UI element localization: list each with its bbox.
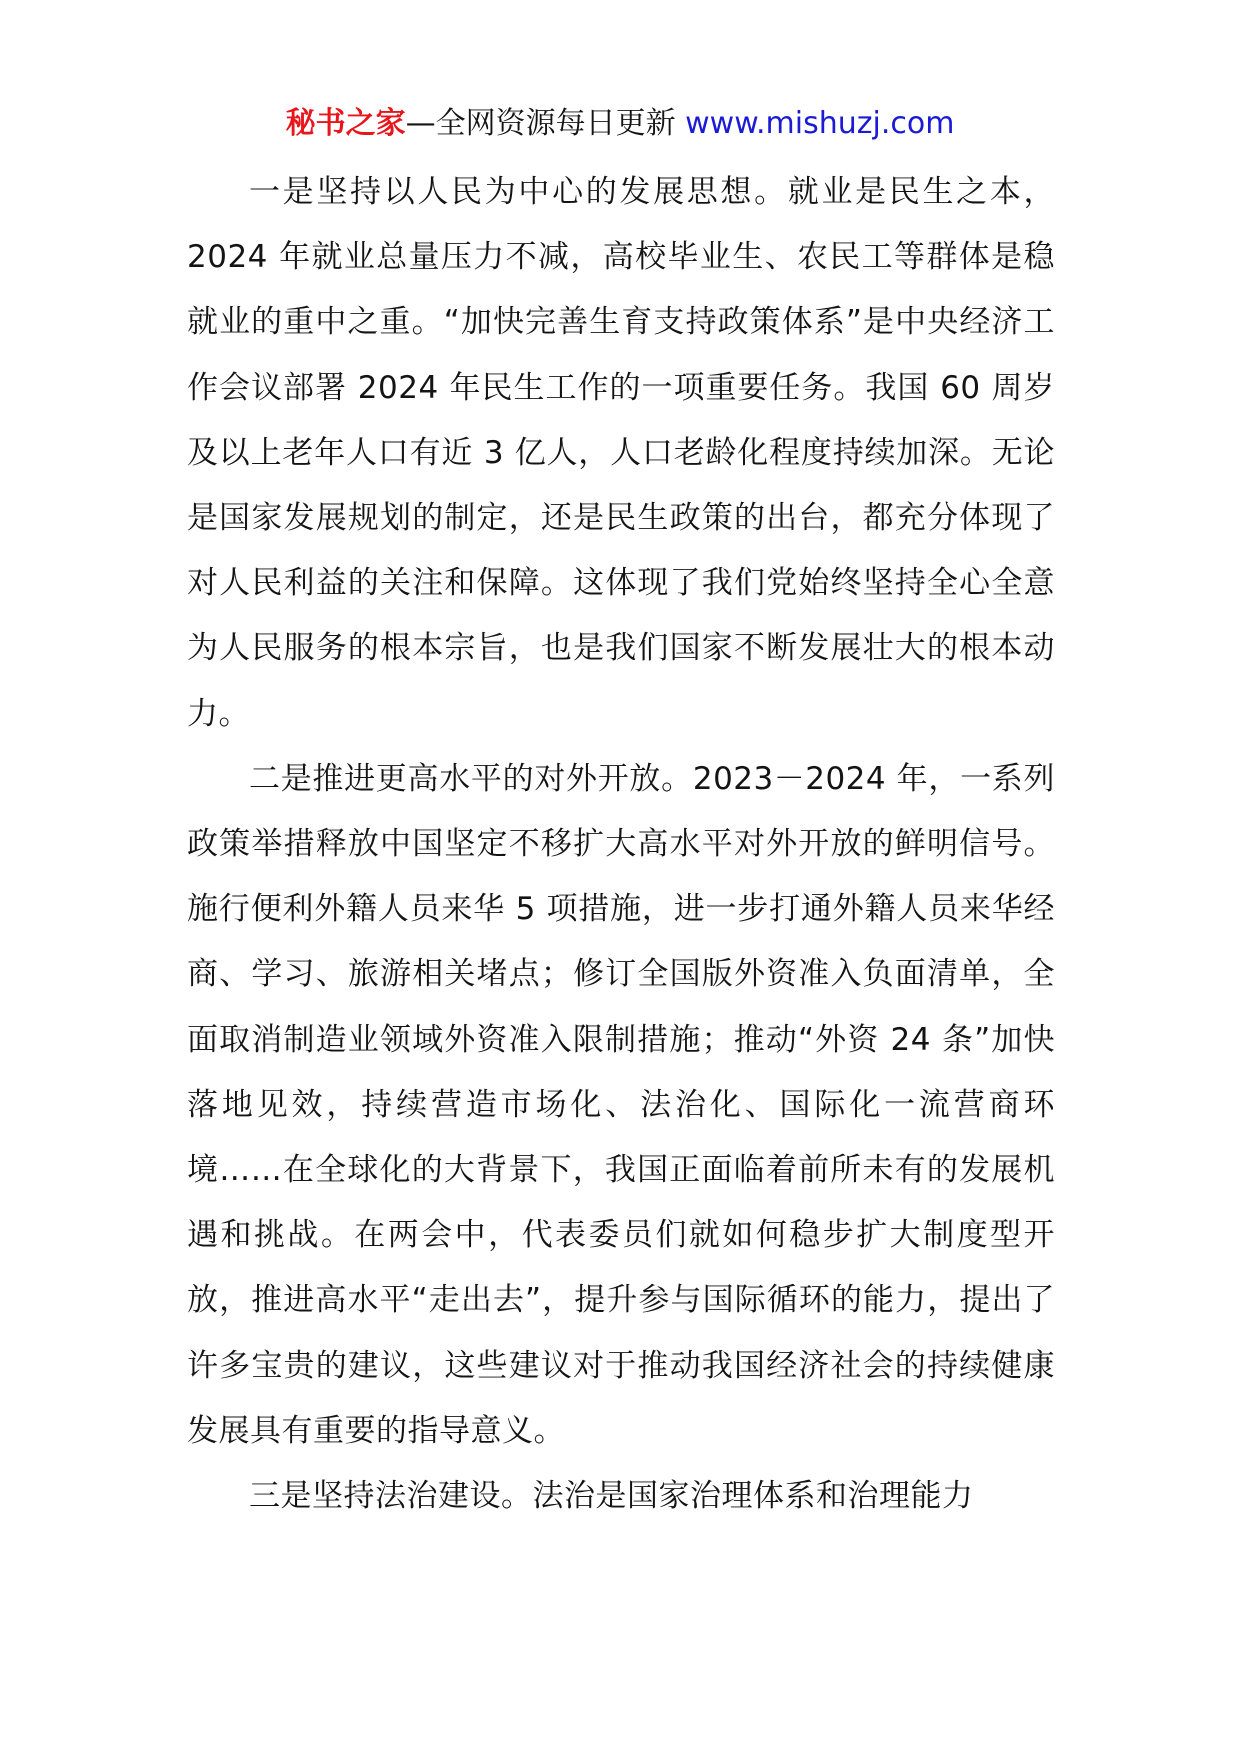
site-url-link[interactable]: www.mishuzj.com xyxy=(685,106,955,141)
header-tagline: —全网资源每日更新 xyxy=(405,106,686,141)
paragraph-people-centered: 一是坚持以人民为中心的发展思想。就业是民生之本，2024 年就业总量压力不减，高校毕业生、农民工等群体是稳就业的重中之重。“加快完善生育支持政策体系”是中央经济工作会议部署 2024 年民生工作的一项重要任务。我国 60 周岁及以上老年人口有近 3 亿人，人口老龄化程度持续加深。无论是国家发展规划的制定，还是民生政策的出台，都充分体现了对人民利益的关注和保障。这体现了我们党始终坚持全心全意为人民服务的根本宗旨，也是我们国家不断发展壮大的根本动力。 xyxy=(187,174,1055,732)
page-header xyxy=(0,98,1240,150)
brand-name: 秘书之家 xyxy=(285,106,406,141)
paragraph-rule-of-law: 三是坚持法治建设。法治是国家治理体系和治理能力 xyxy=(249,1478,974,1515)
document-body xyxy=(187,160,1055,1529)
paragraph-opening-up: 二是推进更高水平的对外开放。2023－2024 年，一系列政策举措释放中国坚定不移扩大高水平对外开放的鲜明信号。施行便利外籍人员来华 5 项措施，进一步打通外籍人员来华经商、学习、旅游相关堵点；修订全国版外资准入负面清单，全面取消制造业领域外资准入限制措施；推动“外资 24 条”加快落地见效，持续营造市场化、法治化、国际化一流营商环境……在全球化的大背景下，我国正面临着前所未有的发展机遇和挑战。在两会中，代表委员们就如何稳步扩大制度型开放，推进高水平“走出去”，提升参与国际循环的能力，提出了许多宝贵的建议，这些建议对于推动我国经济社会的持续健康发展具有重要的指导意义。 xyxy=(187,760,1055,1449)
